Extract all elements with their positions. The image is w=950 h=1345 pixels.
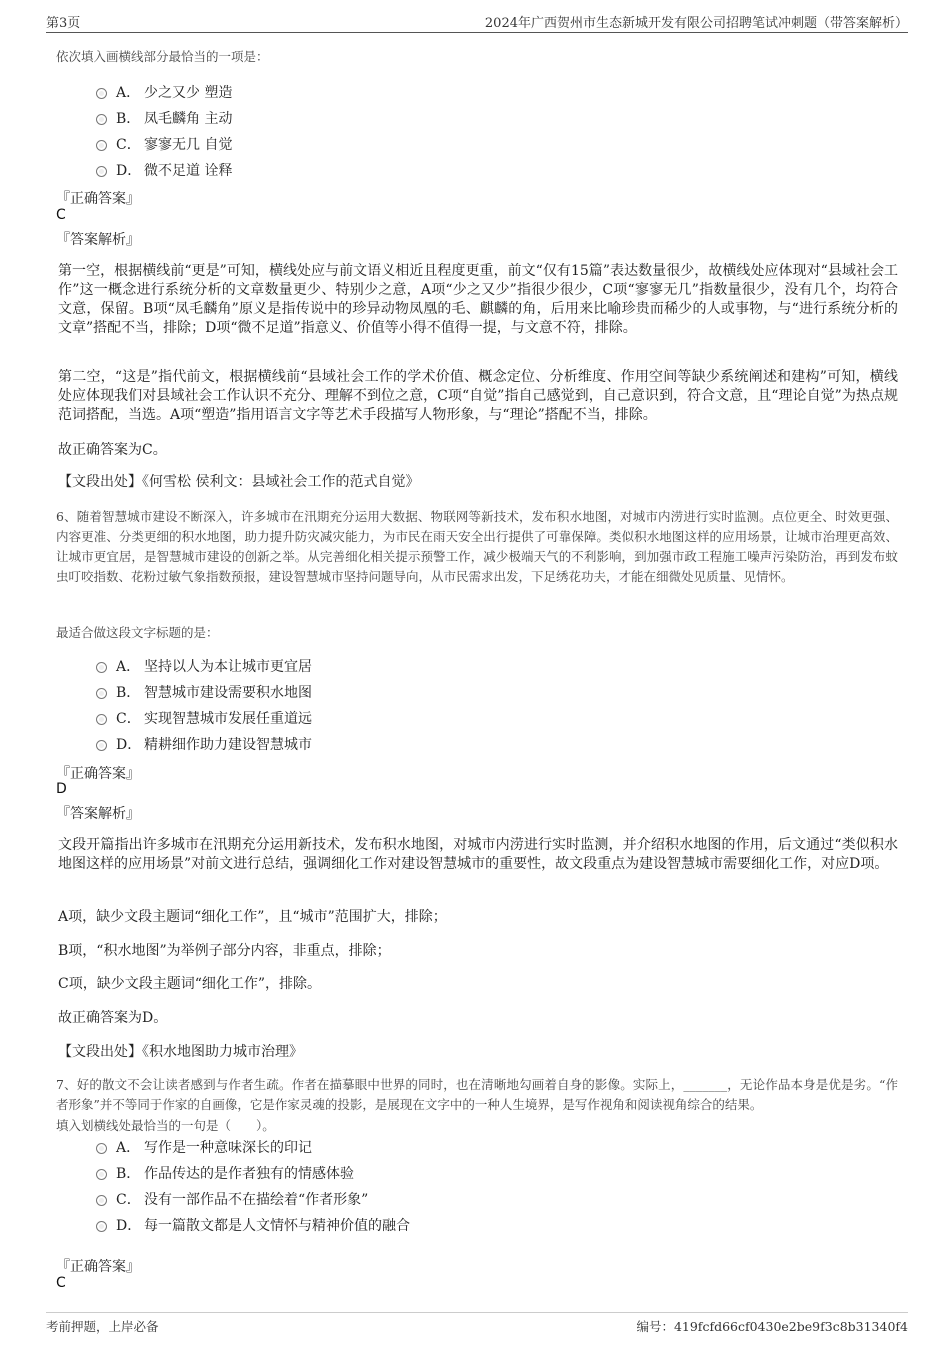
option-letter: D． xyxy=(116,737,142,753)
q6-conclusion: 故正确答案为D。 xyxy=(58,1010,168,1026)
option-text: 寥寥无几 自觉 xyxy=(144,137,233,153)
q7-prompt: 填入划横线处最恰当的一句是（ ）。 xyxy=(56,1118,275,1133)
radio-button[interactable] xyxy=(96,1143,107,1154)
q5-answer-label: 『正确答案』 xyxy=(56,191,140,207)
q5-analysis-paragraph-2: 第二空，“这是”指代前文，根据横线前“县域社会工作的学术价值、概念定位、分析维度、作用空间等缺少系统阐述和建构”可知，横线处应体现我们对县域社会工作认识不充分、理解不到位之意，C项“自觉”指自己感觉到，自己意识到，符合文意，且“理论自觉”为热点规范词搭配，当选。A项“塑造”指用语言文字等艺术手段描写人物形象，与“理论”搭配不当，排除。 xyxy=(58,369,898,423)
page-number: 第3页 xyxy=(46,16,81,31)
option-text: 微不足道 诠释 xyxy=(144,163,233,179)
q6-analysis-label: 『答案解析』 xyxy=(56,806,140,822)
option-text: 作品传达的是作者独有的情感体验 xyxy=(144,1166,354,1182)
option-letter: C． xyxy=(116,1192,141,1208)
option-text: 智慧城市建设需要积水地图 xyxy=(144,685,312,701)
option-letter: B． xyxy=(116,1166,141,1182)
radio-button[interactable] xyxy=(96,740,107,751)
radio-button[interactable] xyxy=(96,1169,107,1180)
option-letter: D． xyxy=(116,1218,142,1234)
q7-answer-label: 『正确答案』 xyxy=(56,1259,140,1275)
q6-analysis-option-b: B项，“积水地图”为举例子部分内容，非重点，排除； xyxy=(58,943,391,959)
radio-button[interactable] xyxy=(96,688,107,699)
option-text: 凤毛麟角 主动 xyxy=(144,111,233,127)
option-letter: C． xyxy=(116,137,141,153)
option-text: 少之又少 塑造 xyxy=(144,85,233,101)
q7-stem: 7、好的散文不会让读者感到与作者生疏。作者在描摹眼中世界的同时，也在清晰地勾画着自身的影像。实际上，_______，无论作品本身是优是劣。“作者形象”并不等同于作家的自画像，它是作家灵魂的投影，是展现在文字中的一种人生境界，是写作视角和阅读视角综合的结果。 xyxy=(56,1077,898,1112)
option-text: 坚持以人为本让城市更宜居 xyxy=(144,659,312,675)
q6-analysis-paragraph-1: 文段开篇指出许多城市在汛期充分运用新技术，发布积水地图，对城市内涝进行实时监测，并介绍积水地图的作用，后文通过“类似积水地图这样的应用场景”对前文进行总结，强调细化工作对建设智慧城市的重要性，故文段重点为建设智慧城市需要细化工作，对应D项。 xyxy=(58,837,898,872)
option-text: 没有一部作品不在描绘着“作者形象” xyxy=(144,1192,369,1208)
option-letter: A． xyxy=(116,85,141,101)
q6-prompt: 最适合做这段文字标题的是： xyxy=(56,625,219,640)
option-letter: D． xyxy=(116,163,142,179)
option-letter: A． xyxy=(116,659,141,675)
q5-answer: C xyxy=(56,207,66,223)
document-id: 编号：419fcfd66cf0430e2be9f3c8b31340f4 xyxy=(636,1319,908,1334)
radio-button[interactable] xyxy=(96,714,107,725)
radio-button[interactable] xyxy=(96,662,107,673)
page-footer xyxy=(46,1312,908,1335)
radio-button[interactable] xyxy=(96,166,107,177)
option-text: 写作是一种意味深长的印记 xyxy=(144,1140,312,1156)
q6-source: 【文段出处】《积水地图助力城市治理》 xyxy=(58,1044,303,1060)
option-letter: B． xyxy=(116,111,141,127)
document-title: 2024年广西贺州市生态新城开发有限公司招聘笔试冲刺题（带答案解析） xyxy=(484,16,908,31)
q6-analysis-option-c: C项，缺少文段主题词“细化工作”，排除。 xyxy=(58,976,322,992)
radio-button[interactable] xyxy=(96,1221,107,1232)
q6-stem: 6、随着智慧城市建设不断深入，许多城市在汛期充分运用大数据、物联网等新技术，发布积水地图，对城市内涝进行实时监测。点位更全、时效更强、内容更准、分类更细的积水地图，助力提升防灾减灾能力，为市民在雨天安全出行提供了可靠保障。类似积水地图这样的应用场景，让城市治理更高效、让城市更宜居，是智慧城市建设的创新之举。从完善细化相关提示预警工作，减少极端天气的不利影响，到加强市政工程施工噪声污染防治，再到发布蚊虫叮咬指数、花粉过敏气象指数预报，建设智慧城市坚持问题导向，从市民需求出发，下足绣花功夫，才能在细微处见质量、见情怀。 xyxy=(56,509,898,584)
radio-button[interactable] xyxy=(96,140,107,151)
option-text: 精耕细作助力建设智慧城市 xyxy=(144,737,312,753)
q5-prompt: 依次填入画横线部分最恰当的一项是： xyxy=(56,49,269,64)
page-header xyxy=(46,8,908,33)
footer-slogan: 考前押题，上岸必备 xyxy=(46,1319,159,1334)
radio-button[interactable] xyxy=(96,88,107,99)
option-letter: B． xyxy=(116,685,141,701)
q5-source: 【文段出处】《何雪松 侯利文：县域社会工作的范式自觉》 xyxy=(58,474,420,490)
q7-answer: C xyxy=(56,1275,66,1291)
q6-answer: D xyxy=(56,781,67,797)
q6-analysis-option-a: A项，缺少文段主题词“细化工作”，且“城市”范围扩大，排除； xyxy=(58,909,447,925)
option-letter: C． xyxy=(116,711,141,727)
q6-answer-label: 『正确答案』 xyxy=(56,766,140,782)
q5-analysis-label: 『答案解析』 xyxy=(56,232,140,248)
option-text: 实现智慧城市发展任重道远 xyxy=(144,711,312,727)
option-letter: A． xyxy=(116,1140,141,1156)
option-text: 每一篇散文都是人文情怀与精神价值的融合 xyxy=(144,1218,410,1234)
q5-analysis-paragraph-1: 第一空，根据横线前“更是”可知，横线处应与前文语义相近且程度更重，前文“仅有15篇”表达数量很少，故横线处应体现对“县域社会工作”这一概念进行系统分析的文章数量更少、特别少之意，A项“少之又少”指很少很少，C项“寥寥无几”指数量很少，没有几个，均符合文意，保留。B项“凤毛麟角”原义是指传说中的珍异动物凤凰的毛、麒麟的角，后用来比喻珍贵而稀少的人或事物，与“进行系统分析的文章”搭配不当，排除；D项“微不足道”指意义、价值等小得不值得一提，与文意不符，排除。 xyxy=(58,263,898,336)
radio-button[interactable] xyxy=(96,1195,107,1206)
q5-conclusion: 故正确答案为C。 xyxy=(58,442,167,458)
radio-button[interactable] xyxy=(96,114,107,125)
